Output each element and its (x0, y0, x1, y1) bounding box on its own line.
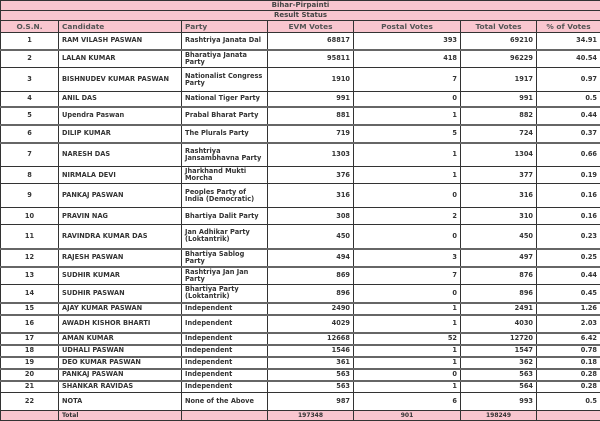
cell-evm-votes: 719 (268, 125, 354, 143)
cell-osn: 3 (1, 68, 59, 92)
total-percent (537, 411, 600, 421)
table-row (1, 315, 600, 333)
cell-percent-votes: 0.44 (537, 267, 600, 285)
total-postal-votes: 901 (354, 411, 461, 421)
cell-evm-votes: 1910 (268, 68, 354, 92)
cell-party: Bhartiya Party (Loktantrik) (182, 285, 268, 303)
cell-evm-votes: 376 (268, 167, 354, 184)
cell-candidate: ANIL DAS (59, 92, 182, 107)
table-row (1, 225, 600, 249)
header-osn: O.S.N. (1, 21, 59, 33)
cell-percent-votes: 0.44 (537, 107, 600, 125)
cell-total-votes: 497 (461, 249, 537, 267)
cell-osn: 13 (1, 267, 59, 285)
cell-candidate: AWADH KISHOR BHARTI (59, 315, 182, 333)
cell-evm-votes: 450 (268, 225, 354, 249)
table-row (1, 50, 600, 68)
cell-candidate: RAJESH PASWAN (59, 249, 182, 267)
cell-evm-votes: 12668 (268, 333, 354, 345)
total-total-votes: 198249 (461, 411, 537, 421)
cell-candidate: UDHALI PASWAN (59, 345, 182, 357)
cell-percent-votes: 0.28 (537, 381, 600, 393)
table-row (1, 345, 600, 357)
cell-total-votes: 69210 (461, 33, 537, 50)
cell-party: Independent (182, 345, 268, 357)
table-row (1, 249, 600, 267)
cell-total-votes: 876 (461, 267, 537, 285)
cell-total-votes: 991 (461, 92, 537, 107)
cell-total-votes: 1304 (461, 143, 537, 167)
cell-evm-votes: 4029 (268, 315, 354, 333)
cell-total-votes: 377 (461, 167, 537, 184)
cell-candidate: AJAY KUMAR PASWAN (59, 303, 182, 315)
cell-percent-votes: 0.66 (537, 143, 600, 167)
table-row (1, 381, 600, 393)
cell-postal-votes: 0 (354, 225, 461, 249)
cell-total-votes: 12720 (461, 333, 537, 345)
cell-candidate: PANKAJ PASWAN (59, 184, 182, 208)
header-percent-votes: % of Votes (537, 21, 600, 33)
cell-percent-votes: 0.97 (537, 68, 600, 92)
cell-party: Independent (182, 357, 268, 369)
cell-candidate: NARESH DAS (59, 143, 182, 167)
total-blank (1, 411, 59, 421)
cell-osn: 4 (1, 92, 59, 107)
cell-evm-votes: 1546 (268, 345, 354, 357)
cell-evm-votes: 361 (268, 357, 354, 369)
cell-candidate: AMAN KUMAR (59, 333, 182, 345)
cell-percent-votes: 34.91 (537, 33, 600, 50)
cell-candidate: PRAVIN NAG (59, 208, 182, 225)
cell-candidate: SUDHIR PASWAN (59, 285, 182, 303)
cell-postal-votes: 393 (354, 33, 461, 50)
cell-total-votes: 362 (461, 357, 537, 369)
cell-postal-votes: 7 (354, 267, 461, 285)
cell-candidate: RAM VILASH PASWAN (59, 33, 182, 50)
cell-evm-votes: 987 (268, 393, 354, 411)
cell-postal-votes: 2 (354, 208, 461, 225)
cell-candidate: DEO KUMAR PASWAN (59, 357, 182, 369)
cell-party: National Tiger Party (182, 92, 268, 107)
cell-postal-votes: 1 (354, 357, 461, 369)
cell-postal-votes: 5 (354, 125, 461, 143)
cell-evm-votes: 494 (268, 249, 354, 267)
table-row (1, 125, 600, 143)
cell-total-votes: 310 (461, 208, 537, 225)
cell-total-votes: 724 (461, 125, 537, 143)
cell-osn: 7 (1, 143, 59, 167)
cell-postal-votes: 1 (354, 167, 461, 184)
cell-party: Rashtriya Jan Jan Party (182, 267, 268, 285)
header-total-votes: Total Votes (461, 21, 537, 33)
cell-percent-votes: 0.5 (537, 92, 600, 107)
cell-evm-votes: 1303 (268, 143, 354, 167)
table-row (1, 357, 600, 369)
cell-osn: 16 (1, 315, 59, 333)
table-row (1, 369, 600, 381)
cell-evm-votes: 95811 (268, 50, 354, 68)
cell-evm-votes: 896 (268, 285, 354, 303)
cell-osn: 12 (1, 249, 59, 267)
cell-postal-votes: 0 (354, 285, 461, 303)
table-row (1, 92, 600, 107)
cell-percent-votes: 0.37 (537, 125, 600, 143)
cell-osn: 21 (1, 381, 59, 393)
cell-party: Prabal Bharat Party (182, 107, 268, 125)
cell-postal-votes: 1 (354, 381, 461, 393)
header-candidate: Candidate (59, 21, 182, 33)
cell-osn: 19 (1, 357, 59, 369)
cell-total-votes: 1917 (461, 68, 537, 92)
table-row (1, 167, 600, 184)
cell-evm-votes: 68817 (268, 33, 354, 50)
cell-osn: 8 (1, 167, 59, 184)
cell-party: Independent (182, 369, 268, 381)
cell-total-votes: 993 (461, 393, 537, 411)
cell-percent-votes: 0.28 (537, 369, 600, 381)
cell-candidate: LALAN KUMAR (59, 50, 182, 68)
cell-percent-votes: 0.19 (537, 167, 600, 184)
cell-percent-votes: 0.5 (537, 393, 600, 411)
cell-candidate: NIRMALA DEVI (59, 167, 182, 184)
cell-candidate: NOTA (59, 393, 182, 411)
cell-postal-votes: 1 (354, 315, 461, 333)
header-postal-votes: Postal Votes (354, 21, 461, 33)
cell-party: Bhartiya Dalit Party (182, 208, 268, 225)
cell-total-votes: 316 (461, 184, 537, 208)
cell-postal-votes: 6 (354, 393, 461, 411)
total-evm-votes: 197348 (268, 411, 354, 421)
cell-party: Peoples Party of India (Democratic) (182, 184, 268, 208)
cell-candidate: SHANKAR RAVIDAS (59, 381, 182, 393)
cell-party: Independent (182, 315, 268, 333)
cell-total-votes: 96229 (461, 50, 537, 68)
cell-party: Rashtriya Jansambhavna Party (182, 143, 268, 167)
cell-osn: 20 (1, 369, 59, 381)
cell-total-votes: 563 (461, 369, 537, 381)
table-row (1, 285, 600, 303)
table-row (1, 184, 600, 208)
cell-osn: 14 (1, 285, 59, 303)
header-party: Party (182, 21, 268, 33)
cell-candidate: DILIP KUMAR (59, 125, 182, 143)
table-row (1, 333, 600, 345)
cell-total-votes: 896 (461, 285, 537, 303)
cell-osn: 17 (1, 333, 59, 345)
cell-osn: 5 (1, 107, 59, 125)
header-evm-votes: EVM Votes (268, 21, 354, 33)
cell-postal-votes: 0 (354, 369, 461, 381)
cell-postal-votes: 7 (354, 68, 461, 92)
cell-percent-votes: 0.23 (537, 225, 600, 249)
cell-party: Bhartiya Sablog Party (182, 249, 268, 267)
cell-postal-votes: 1 (354, 303, 461, 315)
cell-osn: 6 (1, 125, 59, 143)
constituency-title: Bihar-Pirpainti (1, 1, 600, 11)
cell-evm-votes: 308 (268, 208, 354, 225)
cell-percent-votes: 0.45 (537, 285, 600, 303)
cell-party: Jan Adhikar Party (Loktantrik) (182, 225, 268, 249)
cell-evm-votes: 563 (268, 369, 354, 381)
total-party-blank (182, 411, 268, 421)
cell-postal-votes: 0 (354, 92, 461, 107)
cell-total-votes: 4030 (461, 315, 537, 333)
cell-total-votes: 882 (461, 107, 537, 125)
cell-percent-votes: 0.78 (537, 345, 600, 357)
cell-percent-votes: 2.03 (537, 315, 600, 333)
cell-candidate: BISHNUDEV KUMAR PASWAN (59, 68, 182, 92)
cell-evm-votes: 991 (268, 92, 354, 107)
cell-candidate: PANKAJ PASWAN (59, 369, 182, 381)
table-row (1, 68, 600, 92)
cell-party: None of the Above (182, 393, 268, 411)
cell-evm-votes: 2490 (268, 303, 354, 315)
cell-candidate: RAVINDRA KUMAR DAS (59, 225, 182, 249)
cell-party: Independent (182, 381, 268, 393)
cell-evm-votes: 316 (268, 184, 354, 208)
cell-total-votes: 2491 (461, 303, 537, 315)
cell-osn: 22 (1, 393, 59, 411)
cell-evm-votes: 869 (268, 267, 354, 285)
cell-postal-votes: 418 (354, 50, 461, 68)
cell-total-votes: 450 (461, 225, 537, 249)
cell-evm-votes: 881 (268, 107, 354, 125)
cell-percent-votes: 0.18 (537, 357, 600, 369)
cell-party: Nationalist Congress Party (182, 68, 268, 92)
cell-party: The Plurals Party (182, 125, 268, 143)
cell-osn: 18 (1, 345, 59, 357)
cell-postal-votes: 1 (354, 107, 461, 125)
cell-postal-votes: 1 (354, 143, 461, 167)
cell-osn: 9 (1, 184, 59, 208)
cell-total-votes: 1547 (461, 345, 537, 357)
cell-percent-votes: 40.54 (537, 50, 600, 68)
cell-percent-votes: 0.16 (537, 184, 600, 208)
cell-evm-votes: 563 (268, 381, 354, 393)
table-header (1, 21, 600, 33)
table-row (1, 393, 600, 411)
table-row (1, 303, 600, 315)
cell-osn: 15 (1, 303, 59, 315)
table-row (1, 143, 600, 167)
cell-candidate: Upendra Paswan (59, 107, 182, 125)
cell-candidate: SUDHIR KUMAR (59, 267, 182, 285)
cell-party: Bharatiya Janata Party (182, 50, 268, 68)
cell-percent-votes: 6.42 (537, 333, 600, 345)
cell-osn: 2 (1, 50, 59, 68)
total-label: Total (59, 411, 182, 421)
total-row (1, 411, 600, 421)
result-status-title: Result Status (1, 11, 600, 21)
cell-osn: 11 (1, 225, 59, 249)
table-row (1, 267, 600, 285)
cell-percent-votes: 1.26 (537, 303, 600, 315)
cell-party: Independent (182, 333, 268, 345)
cell-party: Rashtriya Janata Dal (182, 33, 268, 50)
cell-osn: 1 (1, 33, 59, 50)
cell-total-votes: 564 (461, 381, 537, 393)
cell-percent-votes: 0.25 (537, 249, 600, 267)
cell-postal-votes: 0 (354, 184, 461, 208)
table-row (1, 107, 600, 125)
cell-postal-votes: 52 (354, 333, 461, 345)
cell-party: Jharkhand Mukti Morcha (182, 167, 268, 184)
cell-postal-votes: 1 (354, 345, 461, 357)
table-row (1, 208, 600, 225)
cell-osn: 10 (1, 208, 59, 225)
cell-party: Independent (182, 303, 268, 315)
table-row (1, 33, 600, 50)
cell-percent-votes: 0.16 (537, 208, 600, 225)
cell-postal-votes: 3 (354, 249, 461, 267)
